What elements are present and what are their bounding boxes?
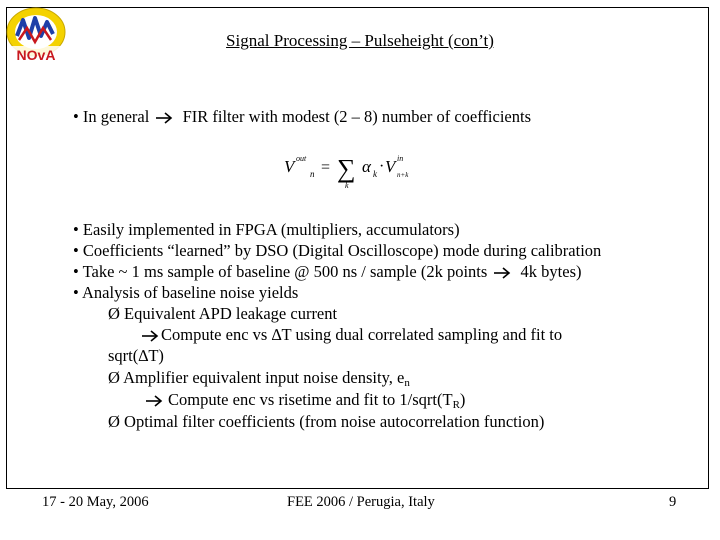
formula-lhs-sup: out [296, 154, 307, 163]
formula-equals: = [321, 159, 331, 176]
slide-title: Signal Processing – Pulseheight (con’t) [226, 31, 494, 50]
arrow-right-icon [141, 329, 160, 343]
formula-rhs-sup: in [397, 154, 404, 163]
formula-sum-sub: k [345, 181, 349, 190]
bullet-fpga: • Easily implemented in FPGA (multipliers, accumulators) [73, 220, 460, 239]
formula-alpha-sub: k [373, 169, 377, 179]
sub-sub-bullet-enc-dt-cont: sqrt(∆T) [108, 346, 164, 365]
formula-alpha: α [362, 157, 371, 176]
bullet-text: 4k bytes) [520, 262, 582, 281]
bullet-text: Ø Amplifier equivalent input noise density, e [108, 368, 405, 387]
nova-logo [5, 6, 67, 64]
sub-bullet-apd: Ø Equivalent APD leakage current [108, 304, 338, 323]
formula-sum: ∑ [337, 154, 356, 183]
sub-bullet-optimal-filter: Ø Optimal filter coefficients (from noise autocorrelation function) [108, 412, 545, 431]
footer-page-number: 9 [669, 494, 677, 510]
sub-sub-bullet-risetime [145, 390, 465, 410]
arrow-right-icon [493, 266, 512, 280]
bullet-text: ) [459, 390, 466, 409]
fir-formula [282, 148, 412, 192]
subscript: R [452, 399, 460, 411]
bullet-text: FIR filter with modest (2 – 8) number of coefficients [182, 107, 531, 126]
footer-venue: FEE 2006 / Perugia, Italy [287, 494, 435, 510]
bullet-text: Compute enc vs ∆T using dual correlated sampling and fit to [161, 325, 563, 344]
bullet-sample [73, 262, 582, 282]
arrow-right-icon [155, 111, 174, 125]
bullet-text: • Take ~ 1 ms sample of baseline @ 500 ns / sample (2k points [73, 262, 488, 281]
sub-sub-bullet-enc-dt [141, 325, 562, 345]
formula-lhs: V [284, 157, 295, 176]
nova-logo-graphic [5, 6, 67, 64]
arrow-right-icon [145, 394, 164, 408]
formula-lhs-sub: n [310, 169, 315, 179]
logo-text: NOvA [16, 47, 56, 63]
bullet-analysis: • Analysis of baseline noise yields [73, 283, 299, 302]
formula-rhs: V [385, 157, 396, 176]
bullet-coefficients: • Coefficients “learned” by DSO (Digital Oscilloscope) mode during calibration [73, 241, 602, 260]
subscript: n [404, 377, 410, 389]
bullet-text: Compute enc vs risetime and fit to 1/sqrt(T [168, 390, 453, 409]
formula-rhs-sub: n+k [397, 171, 409, 179]
bullet-text: • In general [73, 107, 150, 126]
formula-dot: · [379, 158, 385, 175]
sub-bullet-amplifier-noise [108, 368, 410, 388]
footer-date: 17 - 20 May, 2006 [42, 494, 149, 510]
bullet-fir-filter [73, 107, 531, 127]
